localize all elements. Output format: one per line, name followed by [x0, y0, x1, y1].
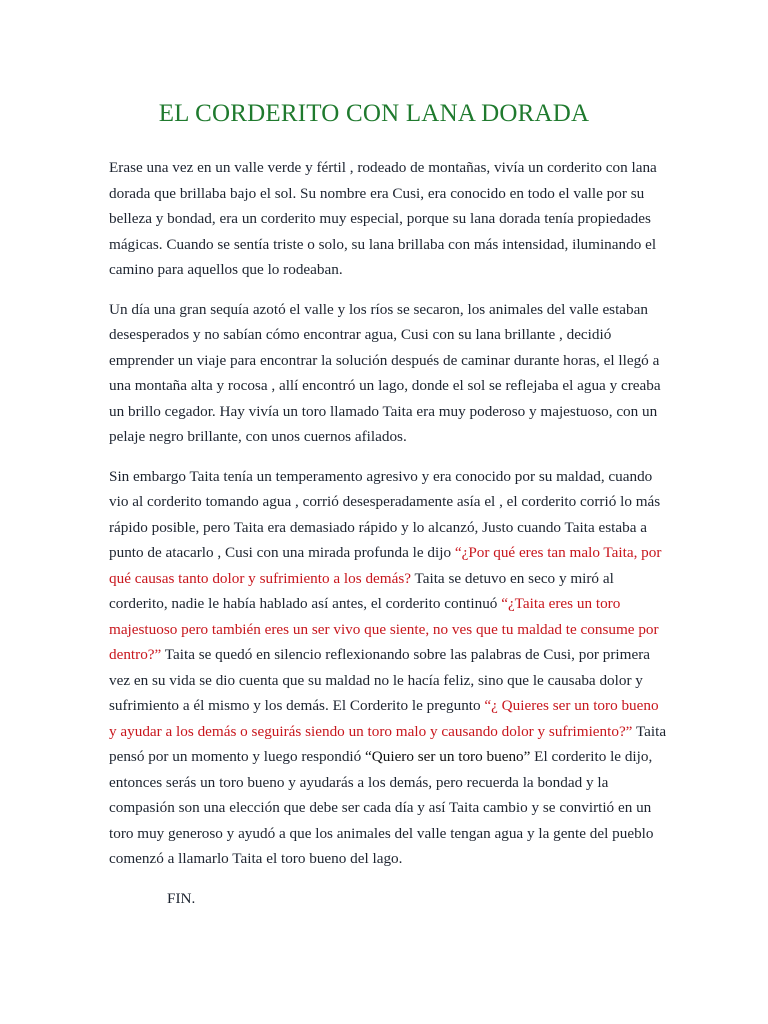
dialogue-quote: “Quiero ser un toro bueno”: [365, 748, 531, 765]
narration-text: Taita se detuvo en seco y miró al corderito, nadie le había hablado así antes, el corderito continuó: [109, 569, 614, 612]
dialogue-quote: “¿Por qué eres tan malo Taita, por qué causas tanto dolor y sufrimiento a los demás?: [109, 544, 662, 587]
paragraph-encounter: [109, 464, 669, 872]
narration-text: Sin embargo Taita tenía un temperamento agresivo y era conocido por su maldad, cuando vio al corderito tomando agua , corrió desesperadamente asía el , el corderito corrió lo más rápido posible, pero Taita era demasiado rápido y lo alcanzó, Justo cuando Taita estaba a punto de atacarlo , Cusi con una mirada profunda le dijo: [109, 467, 661, 561]
narration-text: Taita se quedó en silencio reflexionando sobre las palabras de Cusi, por primera vez en su vida se dio cuenta que su maldad no le hacía feliz, sino que le causaba dolor y sufrimiento a él mismo y los demás. El Corderito le pregunto: [109, 646, 651, 714]
narration-text: Taita pensó por un momento y luego respondió: [109, 722, 667, 765]
narration-text: El corderito le dijo, entonces serás un toro bueno y ayudarás a los demás, pero recuerda la bondad y la compasión son una elección que debe ser cada día y así Taita cambio y se convirtió en un toro muy generoso y ayudó a que los animales del valle tengan agua y la gente del pueblo comenzó a llamarlo Taita el toro bueno del lago.: [109, 748, 654, 867]
story-body: [109, 155, 669, 911]
dialogue-quote: “¿ Quieres ser un toro bueno y ayudar a los demás o seguirás siendo un toro malo y causando dolor y sufrimiento?”: [109, 697, 659, 740]
dialogue-quote: “¿Taita eres un toro majestuoso pero también eres un ser vivo que siente, no ves que tu maldad te consume por dentro?”: [109, 595, 659, 663]
story-title: EL CORDERITO CON LANA DORADA: [158, 100, 590, 127]
paragraph-intro: Erase una vez en un valle verde y fértil , rodeado de montañas, vivía un corderito con lana dorada que brillaba bajo el sol. Su nombre era Cusi, era conocido en todo el valle por su belleza y bondad, era un corderito muy especial, porque su lana dorada tenía propiedades mágicas. Cuando se sentía triste o solo, su lana brillaba con más intensidad, iluminando el camino para aquellos que lo rodeaban.: [109, 159, 657, 278]
story-ending: FIN.: [167, 889, 196, 907]
paragraph-drought: Un día una gran sequía azotó el valle y los ríos se secaron, los animales del valle estaban desesperados y no sabían cómo encontrar agua, Cusi con su lana brillante , decidió emprender un viaje para encontrar la solución después de caminar durante horas, el llegó a una montaña alta y rocosa , allí encontró un lago, donde el sol se reflejaba el agua y creaba un brillo cegador. Hay vivía un toro llamado Taita era muy poderoso y majestuoso, con un pelaje negro brillante, con unos cuernos afilados.: [109, 300, 661, 445]
